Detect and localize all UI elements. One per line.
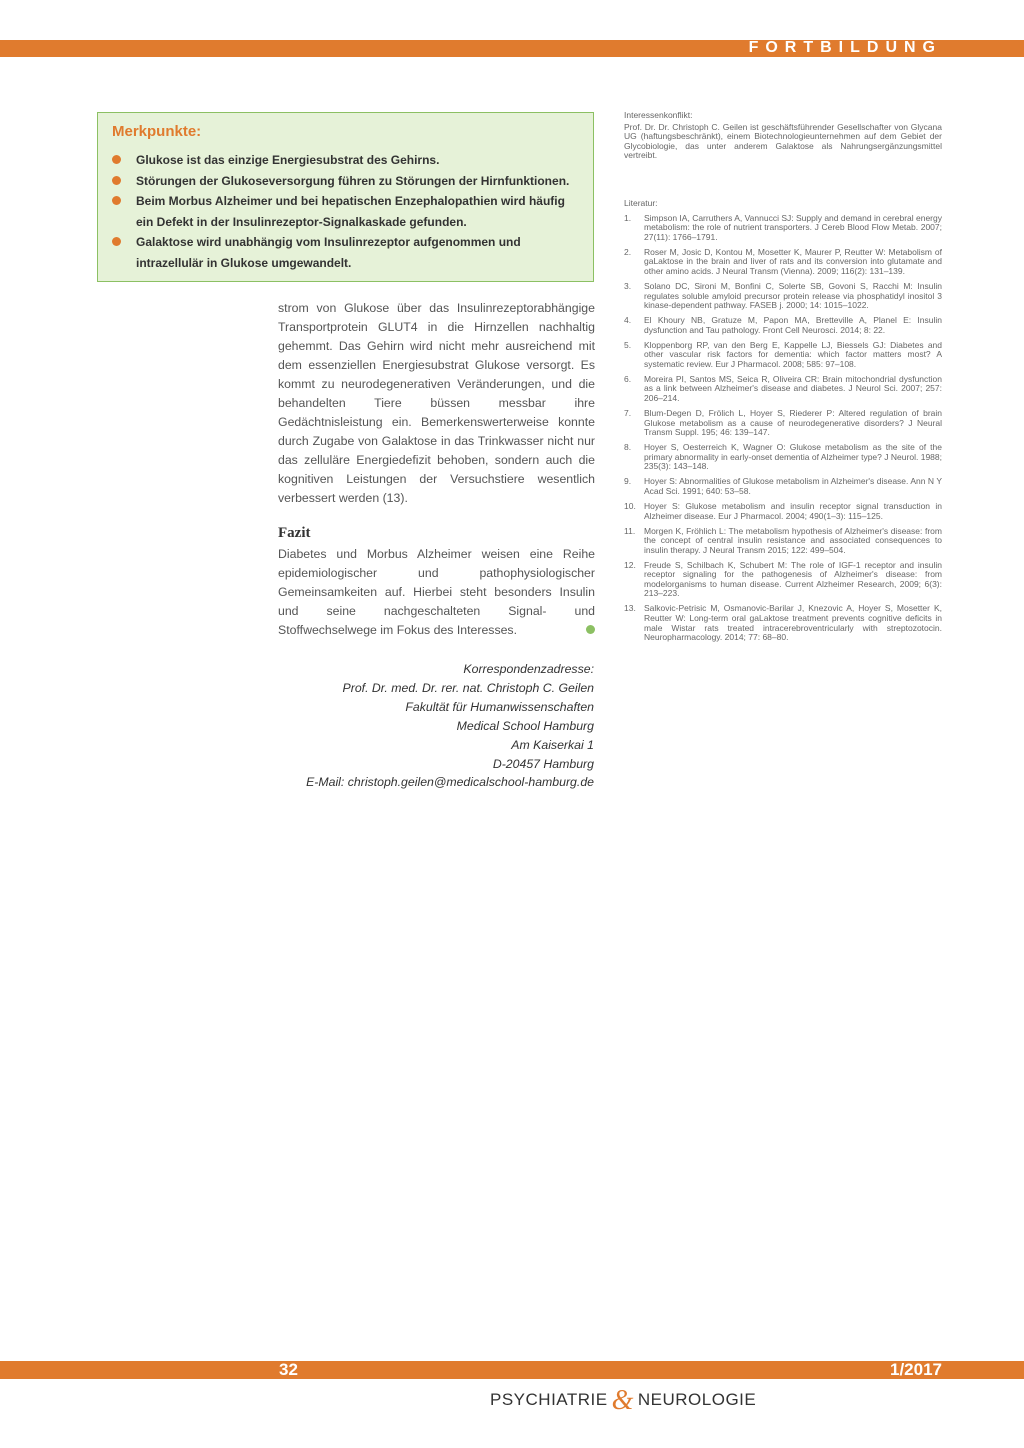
merkpunkte-title: Merkpunkte: [112,123,202,140]
end-mark-icon [586,625,595,634]
reference-text: Hoyer S, Oesterreich K, Wagner O: Glukose metabolism as the site of the primary abnormality in early-onset dementia of Alzheimer type? J Neurol. 1988; 235(3): 143–148. [644,442,942,472]
reference-text: Blum-Degen D, Frölich L, Hoyer S, Riederer P: Altered regulation of brain Glukose metabolism as a cause of neurodegenerative disorders? J Neural Transm Suppl. 195; 46: 139–147. [644,408,942,438]
literature-title: Literatur: [624,197,658,208]
conflict-text: Prof. Dr. Dr. Christoph C. Geilen ist geschäftsführender Gesellschafter von Glycana UG (haftungsbeschränkt), einem Biotechnologieunternehmen auf dem Gebiet der Glycobiologie, das unter anderem Galaktose als Nahrungsergänzungsmittel vertreibt. [624,121,942,161]
body-paragraph: strom von Glukose über das Insulinrezeptorabhängige Transportprotein GLUT4 in die Hirnzellen nachhaltig gehemmt. Das Gehirn wird nicht mehr ausreichend mit dem essenziellen Energiesubstrat Glukose versorgt. Es kommt zu neurodegenerativen Veränderungen, und die behandelten Tiere büssen messbar ihre Gedächtnisleistung ein. Bemerkenswerterweise konnte durch Zugabe von Galaktose in das Trinkwasser nicht nur das zelluläre Energiedefizit behoben, sondern auch die kognitiven Leistungen der Versuchstiere wesentlich verbessert werden (13). [278,301,595,505]
reference-number: 9. [624,476,632,487]
journal-ampersand: & [611,1385,634,1416]
bullet-icon [112,196,121,205]
reference-item [624,527,942,556]
conflict-title: Interessenkonflikt: [624,110,693,120]
merkpunkte-box [97,112,594,282]
reference-text: Roser M, Josic D, Kontou M, Mosetter K, Maurer P, Reutter W: Metabolism of gaLaktose in the brain and liver of rats and its conversion into glutamate and other amino acids. J Neural Transm (Vienna). 2009; 116(2): 131–139. [644,246,942,276]
reference-text: Solano DC, Sironi M, Bonfini C, Solerte SB, Govoni S, Racchi M: Insulin regulates soluble amyloid precursor protein release via phosphatidyl inositol 3 kinase-dependent pathway. FASEB j. 2000; 14: 1015–1022. [644,280,942,311]
fazit-heading: Fazit [278,525,311,541]
reference-number: 8. [624,442,632,453]
address-email[interactable]: E-Mail: christoph.geilen@medicalschool-hamburg.de [306,775,594,790]
address-school: Medical School Hamburg [456,718,594,733]
address-faculty: Fakultät für Humanwissenschaften [405,699,594,714]
address-city: D-20457 Hamburg [492,756,594,771]
reference-text: Freude S, Schilbach K, Schubert M: The role of IGF-1 receptor and insulin receptor signaling for the pathogenesis of Alzheimer's disease: from modelorganisms to human disease. Current Alzheimer Research, 2009; 6(3): 213–223. [644,559,942,599]
journal-title [490,1381,757,1416]
reference-text: Kloppenborg RP, van den Berg E, Kappelle LJ, Biessels GJ: Diabetes and other vascular risk factors for dementia: which factor matters most? A systematic review. Eur J Pharmacol. 2008; 585: 97–108. [644,339,942,369]
address-street: Am Kaiserkai 1 [511,737,594,752]
reference-text: Simpson IA, Carruthers A, Vannucci SJ: Supply and demand in cerebral energy metabolism: the role of nutrient transporters. J Cereb Blood Flow Metab. 2007; 27(11): 1766–1791. [644,212,942,242]
reference-text: Hoyer S: Abnormalities of Glukose metabolism in Alzheimer's disease. Ann N Y Acad Sci. 1991; 640: 53–58. [644,476,942,496]
reference-item [624,443,942,472]
page-number: 32 [279,1360,298,1379]
right-column [624,111,942,648]
reference-text: Salkovic-Petrisic M, Osmanovic-Barilar J, Knezovic A, Hoyer S, Mosetter K, Reutter W: Long-term oral gaLaktose treatment prevents cognitive deficits in male Wistar rats treated intracerebroventricularly with streptozotocin. Neuropharmacology. 2014; 77: 68–80. [644,603,942,643]
merkpunkt-item: Glukose ist das einzige Energiesubstrat des Gehirns. [112,150,582,171]
section-label: FORTBILDUNG [748,39,942,56]
reference-item [624,561,942,599]
reference-item [624,282,942,311]
reference-text: Morgen K, Fröhlich L: The metabolism hypothesis of Alzheimer's disease: from the concept of central insulin resistance and associated consequences to insulin therapy. J Neural Transm 2015; 122: 499–504. [644,525,942,555]
merkpunkte-list [112,150,582,273]
reference-item [624,341,942,370]
reference-text: Moreira PI, Santos MS, Seica R, Oliveira CR: Brain mitochondrial dysfunction as a link between Alzheimer's disease and diabetes. J Neurol Sci. 2007; 257: 206–214. [644,373,942,404]
bullet-icon [112,176,121,185]
reference-number: 11. [624,525,636,536]
issue-number: 1/2017 [890,1360,942,1379]
reference-item [624,214,942,243]
bullet-icon [112,155,121,164]
reference-number: 2. [624,246,632,257]
reference-item [624,316,942,335]
merkpunkt-item: Galaktose wird unabhängig vom Insulinrezeptor aufgenommen und intrazellulär in Glukose umgewandelt. [112,232,582,273]
reference-number: 12. [624,559,636,570]
reference-number: 10. [624,500,636,511]
journal-right: NEUROLOGIE [637,1390,757,1409]
reference-text: El Khoury NB, Gratuze M, Papon MA, Bretteville A, Planel E: Insulin dysfunction and Tau pathology. Front Cell Neurosci. 2014; 8: 22. [644,315,942,335]
reference-number: 3. [624,280,632,291]
reference-list [624,214,942,643]
reference-number: 7. [624,408,632,418]
correspondence-address [306,660,594,792]
address-label: Korrespondenzadresse: [463,662,594,676]
reference-number: 4. [624,315,632,326]
footer-band [0,1361,1024,1379]
reference-item [624,409,942,438]
reference-number: 1. [624,212,632,223]
merkpunkt-item: Störungen der Glukoseversorgung führen zu Störungen der Hirnfunktionen. [112,171,582,192]
header-band [0,40,1024,57]
reference-item [624,375,942,404]
reference-item [624,248,942,277]
reference-number: 6. [624,373,632,384]
reference-number: 5. [624,339,632,350]
reference-item [624,502,942,521]
bullet-icon [112,237,121,246]
fazit-paragraph: Diabetes und Morbus Alzheimer weisen eine Reihe epidemiologischer und pathophysiologischer Gemeinsamkeiten auf. Hierbei steht besonders Insulin und seine nachgeschalteten Signal- und Stoffwechselwege im Fokus des Interesses. [278,547,595,637]
reference-number: 13. [624,603,636,614]
address-name: Prof. Dr. med. Dr. rer. nat. Christoph C. Geilen [342,680,594,695]
reference-item [624,604,942,642]
reference-item [624,477,942,496]
merkpunkt-item: Beim Morbus Alzheimer und bei hepatischen Enzephalopathien wird häufig ein Defekt in der Insulinrezeptor-Signalkaskade gefunden. [112,191,582,232]
reference-text: Hoyer S: Glukose metabolism and insulin receptor signal transduction in Alzheimer disease. Eur J Pharmacol. 2004; 490(1–3): 115–125. [644,500,942,521]
journal-left: PSYCHIATRIE [490,1390,608,1409]
